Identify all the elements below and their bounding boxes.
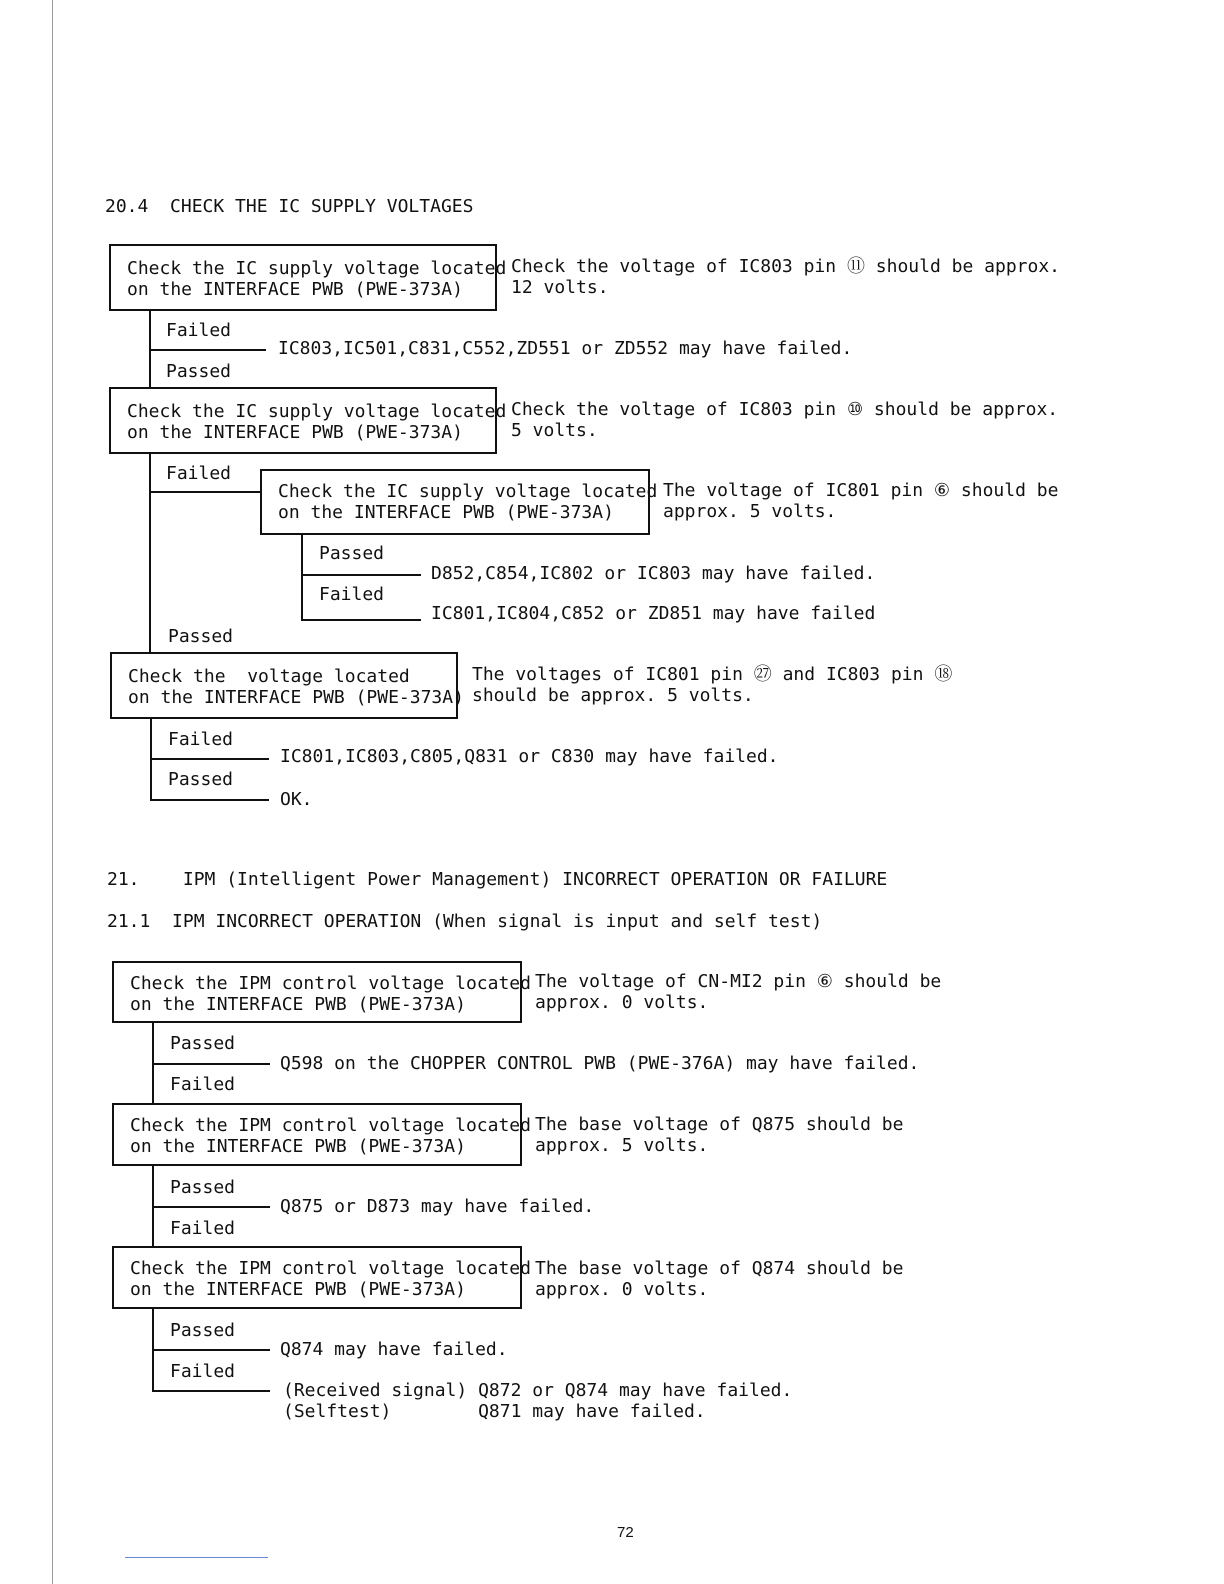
- branch-line: [152, 1063, 270, 1065]
- branch-line: [150, 799, 269, 801]
- result-step2-sub-passed: D852,C854,IC802 or IC803 may have failed.: [431, 563, 876, 584]
- branch-line: [149, 491, 262, 493]
- label-failed: Failed: [166, 320, 232, 341]
- flow-line: [149, 454, 151, 655]
- note-ic801-pin6: The voltage of IC801 pin ⑥ should be approx. 5 volts.: [663, 480, 1059, 522]
- page-number: 72: [617, 1524, 634, 1541]
- result-ipm3-passed: Q874 may have failed.: [280, 1339, 508, 1360]
- branch-line: [149, 349, 266, 351]
- footer-line: [125, 1557, 268, 1558]
- note-q874-base: The base voltage of Q874 should be approx. 0 volts.: [535, 1258, 904, 1300]
- label-failed: Failed: [170, 1218, 236, 1239]
- label-failed: Failed: [319, 584, 385, 605]
- label-failed: Failed: [168, 729, 234, 750]
- check-box-ic-supply-5v: Check the IC supply voltage located on the INTERFACE PWB (PWE-373A): [109, 387, 497, 454]
- note-q875-base: The base voltage of Q875 should be approx. 5 volts.: [535, 1114, 904, 1156]
- check-box-ipm-control-3: Check the IPM control voltage located on the INTERFACE PWB (PWE-373A): [112, 1246, 522, 1309]
- label-failed: Failed: [170, 1361, 236, 1382]
- result-ipm2-passed: Q875 or D873 may have failed.: [280, 1196, 595, 1217]
- branch-line: [152, 1349, 270, 1351]
- note-cn-mi2-pin6: The voltage of CN-MI2 pin ⑥ should be approx. 0 volts.: [535, 971, 942, 1013]
- label-failed: Failed: [166, 463, 232, 484]
- note-ic803-pin11: Check the voltage of IC803 pin ⑪ should be approx. 12 volts.: [511, 256, 1061, 298]
- branch-line: [152, 1206, 270, 1208]
- label-passed: Passed: [170, 1177, 236, 1198]
- check-box-ic801-supply: Check the IC supply voltage located on the INTERFACE PWB (PWE-373A): [260, 469, 650, 535]
- branch-line: [150, 758, 269, 760]
- left-margin-line: [52, 0, 53, 1584]
- result-ipm3-failed: (Received signal) Q872 or Q874 may have failed. (Selftest) Q871 may have failed.: [283, 1380, 793, 1422]
- section-heading-20-4: 20.4 CHECK THE IC SUPPLY VOLTAGES: [105, 196, 474, 217]
- result-step2-sub-failed: IC801,IC804,C852 or ZD851 may have failed: [431, 603, 876, 624]
- branch-line: [301, 619, 421, 621]
- label-passed: Passed: [170, 1033, 236, 1054]
- check-box-ic-supply-12v: Check the IC supply voltage located on the INTERFACE PWB (PWE-373A): [109, 244, 497, 311]
- result-ipm1-passed: Q598 on the CHOPPER CONTROL PWB (PWE-376A) may have failed.: [280, 1053, 920, 1074]
- label-failed: Failed: [170, 1074, 236, 1095]
- label-passed: Passed: [168, 626, 234, 647]
- branch-line: [152, 1390, 270, 1392]
- result-step1-failed: IC803,IC501,C831,C552,ZD551 or ZD552 may have failed.: [278, 338, 853, 359]
- note-ic801-pin27-ic803-pin18: The voltages of IC801 pin ㉗ and IC803 pin ⑱ should be approx. 5 volts.: [472, 664, 953, 706]
- check-box-voltage-located: Check the voltage located on the INTERFACE PWB (PWE-373A): [110, 652, 458, 719]
- branch-line: [301, 574, 421, 576]
- label-passed: Passed: [168, 769, 234, 790]
- label-passed: Passed: [166, 361, 232, 382]
- result-step3-failed: IC801,IC803,C805,Q831 or C830 may have failed.: [280, 746, 779, 767]
- flow-line: [150, 719, 152, 801]
- check-box-ipm-control-2: Check the IPM control voltage located on the INTERFACE PWB (PWE-373A): [112, 1103, 522, 1166]
- label-passed: Passed: [170, 1320, 236, 1341]
- note-ic803-pin10: Check the voltage of IC803 pin ⑩ should be approx. 5 volts.: [511, 399, 1059, 441]
- label-passed: Passed: [319, 543, 385, 564]
- flow-line: [301, 535, 303, 621]
- section-heading-21-1: 21.1 IPM INCORRECT OPERATION (When signal is input and self test): [107, 911, 823, 932]
- section-heading-21: 21. IPM (Intelligent Power Management) INCORRECT OPERATION OR FAILURE: [107, 869, 888, 890]
- check-box-ipm-control-1: Check the IPM control voltage located on the INTERFACE PWB (PWE-373A): [112, 961, 522, 1023]
- result-step3-passed: OK.: [280, 789, 313, 810]
